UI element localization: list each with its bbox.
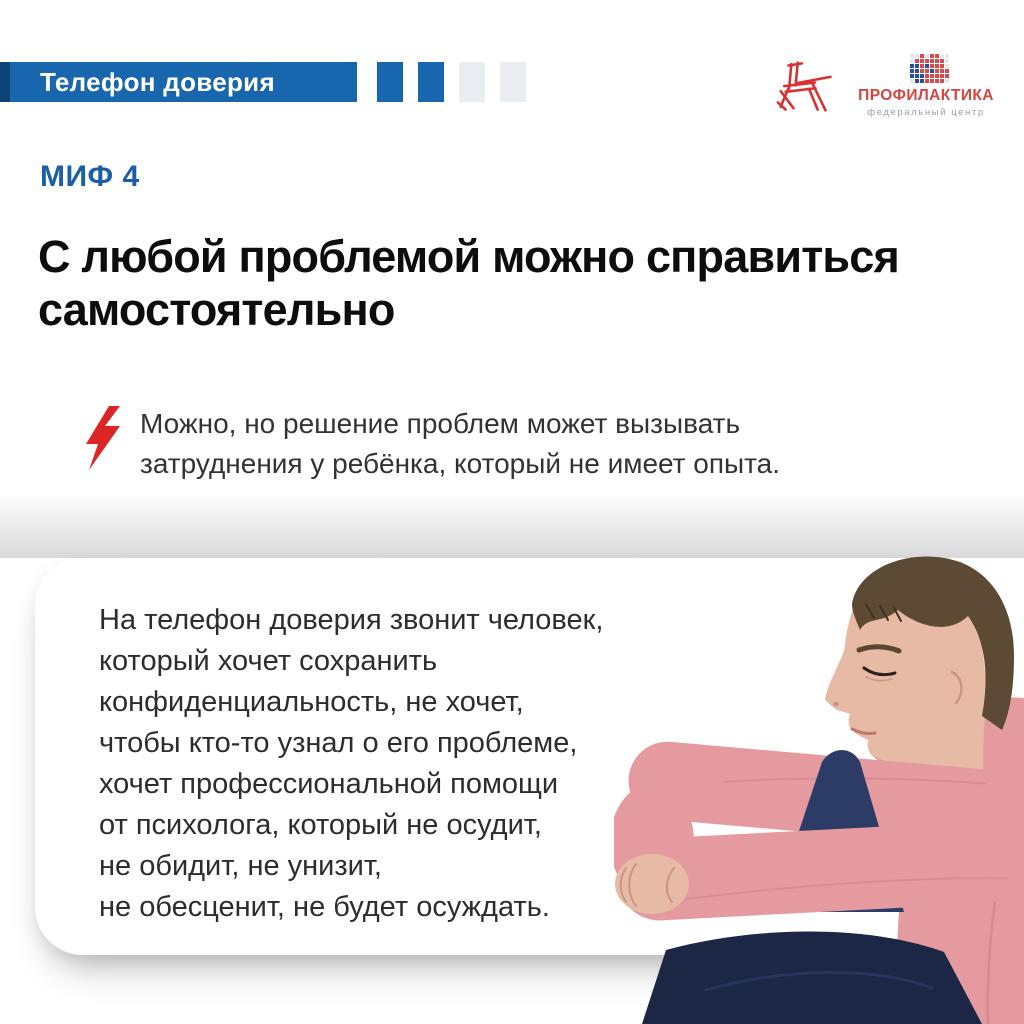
mosaic-cell xyxy=(925,79,929,83)
banner-square-blue xyxy=(377,62,403,102)
mosaic-cell xyxy=(920,74,924,78)
banner-square-light xyxy=(500,62,526,102)
mosaic-cell xyxy=(940,69,944,73)
mosaic-cell xyxy=(920,54,924,58)
card-line: На телефон доверия звонит человек, xyxy=(99,604,604,636)
card-text xyxy=(99,600,603,928)
card-line: конфиденциальность, не хочет, xyxy=(99,686,524,718)
banner-square-light xyxy=(459,62,485,102)
mosaic-cell xyxy=(920,79,924,83)
mosaic-cell xyxy=(910,74,914,78)
mosaic-cell xyxy=(945,64,949,68)
mosaic-cell xyxy=(910,64,914,68)
headline-line: самостоятельно xyxy=(38,284,395,335)
profilaktika-subtitle: федеральный центр xyxy=(867,107,985,118)
mosaic-cell xyxy=(935,74,939,78)
mosaic-cell xyxy=(940,59,944,63)
banner-left-accent xyxy=(0,62,10,102)
card-line: от психолога, который не осудит, xyxy=(99,809,542,841)
card-line: не обидит, не унизит, xyxy=(99,850,382,882)
card-line: который хочет сохранить xyxy=(99,645,438,677)
mosaic-cell xyxy=(945,54,949,58)
headline-line: С любой проблемой можно справиться xyxy=(38,231,899,282)
mosaic-cell xyxy=(945,74,949,78)
mosaic-cell xyxy=(915,64,919,68)
mosaic-cell xyxy=(940,54,944,58)
mosaic-cell xyxy=(915,69,919,73)
mosaic-cell xyxy=(935,69,939,73)
card-top-shadow xyxy=(0,492,1024,558)
mosaic-cell xyxy=(930,79,934,83)
mosaic-cell xyxy=(925,64,929,68)
banner-square-blue xyxy=(418,62,444,102)
banner-title: Телефон доверия xyxy=(40,66,275,97)
mosaic-cell xyxy=(935,64,939,68)
mosaic-cell xyxy=(930,69,934,73)
mosaic-cell xyxy=(920,64,924,68)
profilaktika-title: ПРОФИЛАКТИКА xyxy=(858,87,994,104)
card-line: не обесценит, не будет осуждать. xyxy=(99,891,550,923)
mosaic-cell xyxy=(910,54,914,58)
mosaic-cell xyxy=(920,69,924,73)
mosaic-cell xyxy=(925,59,929,63)
header-banner xyxy=(0,62,357,102)
mosaic-cell xyxy=(935,79,939,83)
mosaic-cell xyxy=(945,69,949,73)
mosaic-cell xyxy=(925,69,929,73)
mosaic-cell xyxy=(910,59,914,63)
teen-boy-photo xyxy=(614,550,1024,1024)
mosaic-cell xyxy=(925,54,929,58)
mosaic-cell xyxy=(930,59,934,63)
myth-label: МИФ 4 xyxy=(40,160,140,193)
mosaic-cell xyxy=(925,74,929,78)
callout-line: Можно, но решение проблем может вызывать xyxy=(140,408,741,439)
lightning-bolt-icon xyxy=(84,404,122,472)
profilaktika-mosaic-icon xyxy=(910,54,949,83)
headline xyxy=(38,230,899,336)
mosaic-cell xyxy=(915,54,919,58)
callout-line: затруднения у ребёнка, который не имеет опыта. xyxy=(140,448,781,479)
mosaic-cell xyxy=(940,79,944,83)
mosaic-cell xyxy=(930,74,934,78)
mosaic-cell xyxy=(935,59,939,63)
mosaic-cell xyxy=(945,59,949,63)
mosaic-cell xyxy=(945,79,949,83)
mosaic-cell xyxy=(930,64,934,68)
chair-logo-icon xyxy=(770,50,834,118)
card-line: хочет профессиональной помощи xyxy=(99,768,559,800)
mosaic-cell xyxy=(940,64,944,68)
mosaic-cell xyxy=(915,79,919,83)
mosaic-cell xyxy=(930,54,934,58)
mosaic-cell xyxy=(915,59,919,63)
mosaic-cell xyxy=(940,74,944,78)
callout-text xyxy=(140,404,780,484)
mosaic-cell xyxy=(910,69,914,73)
mosaic-cell xyxy=(920,59,924,63)
banner-squares xyxy=(377,62,526,102)
profilaktika-logo xyxy=(856,54,996,118)
mosaic-cell xyxy=(910,79,914,83)
card-line: чтобы кто-то узнал о его проблеме, xyxy=(99,727,578,759)
mosaic-cell xyxy=(915,74,919,78)
mosaic-cell xyxy=(935,54,939,58)
